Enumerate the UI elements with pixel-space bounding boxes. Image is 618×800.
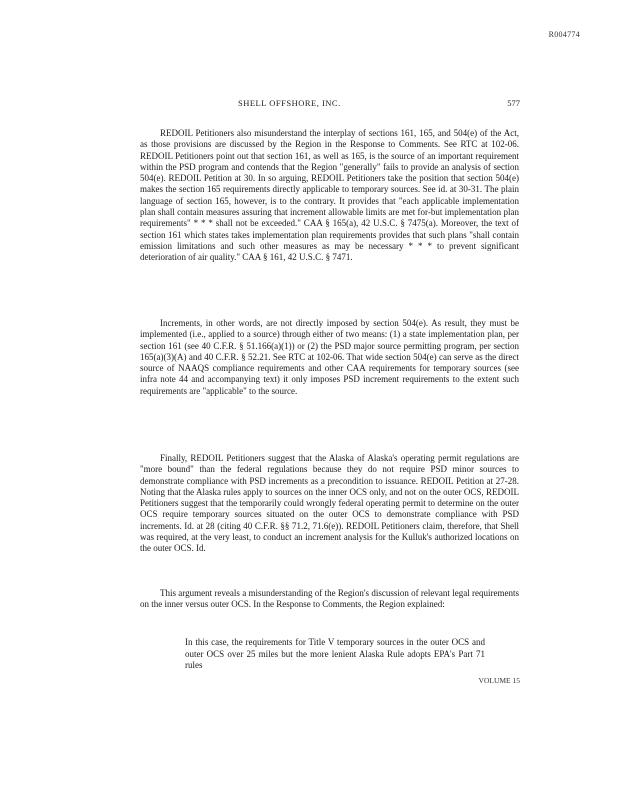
- body-paragraph: Increments, in other words, are not directly imposed by section 504(e). As result, they must be implemented (i.e., applied to a source) through either of two means: (1) a state implementation plan, per section 161 (see 40 C.F.R. § 51.166(a)(1)) or (2) the PSD major source permitting program, per section 165(a)(3)(A) and 40 C.F.R. § 52.21. See RTC at 102-06. That wide section 504(e) can serve as the direct source of NAAQS compliance requirements and other CAA requirements for temporary sources (see infra note 44 and accompanying text) it only imposes PSD increment requirements to the extent such requirements are "applicable" to the source.: [140, 318, 519, 396]
- block-quote: In this case, the requirements for Title V temporary sources in the outer OCS and outer OCS over 25 miles but the more lenient Alaska Rule adopts EPA's Part 71 rules: [185, 637, 485, 671]
- running-title: SHELL OFFSHORE, INC.: [238, 98, 341, 108]
- bates-number: R004774: [548, 30, 580, 39]
- body-paragraph: Finally, REDOIL Petitioners suggest that the Alaska of Alaska's operating permit regulations are "more bound" than the federal regulations because they do not require PSD minor sources to demonstrate compliance with PSD increments as a precondition to issuance. REDOIL Petition at 27-28. Noting that the Alaska rules apply to sources on the inner OCS only, and not on the outer OCS, REDOIL Petitioners suggest that the temporarily could wrongly federal operating permit to determine on the outer OCS require temporary sources situated on the outer OCS to demonstrate compliance with PSD increments. Id. at 28 (citing 40 C.F.R. §§ 71.2, 71.6(e)). REDOIL Petitioners claim, therefore, that Shell was required, at the very least, to conduct an increment analysis for the Kulluk's authorized locations on the outer OCS. Id.: [140, 453, 519, 554]
- body-paragraph-3-block: [140, 453, 519, 555]
- body-paragraph-4-block: [140, 588, 519, 611]
- body-paragraph: REDOIL Petitioners also misunderstand the interplay of sections 161, 165, and 504(e) of the Act, as those provisions are discussed by the Region in the Response to Comments. See RTC at 102-06. REDOIL Petitioners point out that section 161, as well as 165, is the source of an important requirement within the PSD program and contends that the Region "generally" fails to provide an analysis of section 504(e). REDOIL Petition at 30. In so arguing, REDOIL Petitioners take the position that section 504(e) makes the section 165 requirements directly applicable to temporary sources. See id. at 30-31. The plain language of section 165, however, is to the contrary. It provides that "each applicable implementation plan shall contain measures assuring that increment allowable limits are met for-but implementation plan requirements" * * * shall not be exceeded." CAA § 165(a), 42 U.S.C. § 7475(a). Moreover, the text of section 161 which states takes implementation plan requirements provides that such plans "shall contain emission limitations and such other measures as may be necessary * * * to prevent significant deterioration of air quality." CAA § 161, 42 U.S.C. § 7471.: [140, 128, 519, 263]
- volume-footer: VOLUME 15: [478, 676, 520, 685]
- body-paragraph: This argument reveals a misunderstanding of the Region's discussion of relevant legal requirements on the inner versus outer OCS. In the Response to Comments, the Region explained:: [140, 588, 519, 610]
- body-paragraph-1-block: [140, 128, 519, 264]
- body-paragraph-2-block: [140, 318, 519, 397]
- page-number: 577: [507, 98, 520, 108]
